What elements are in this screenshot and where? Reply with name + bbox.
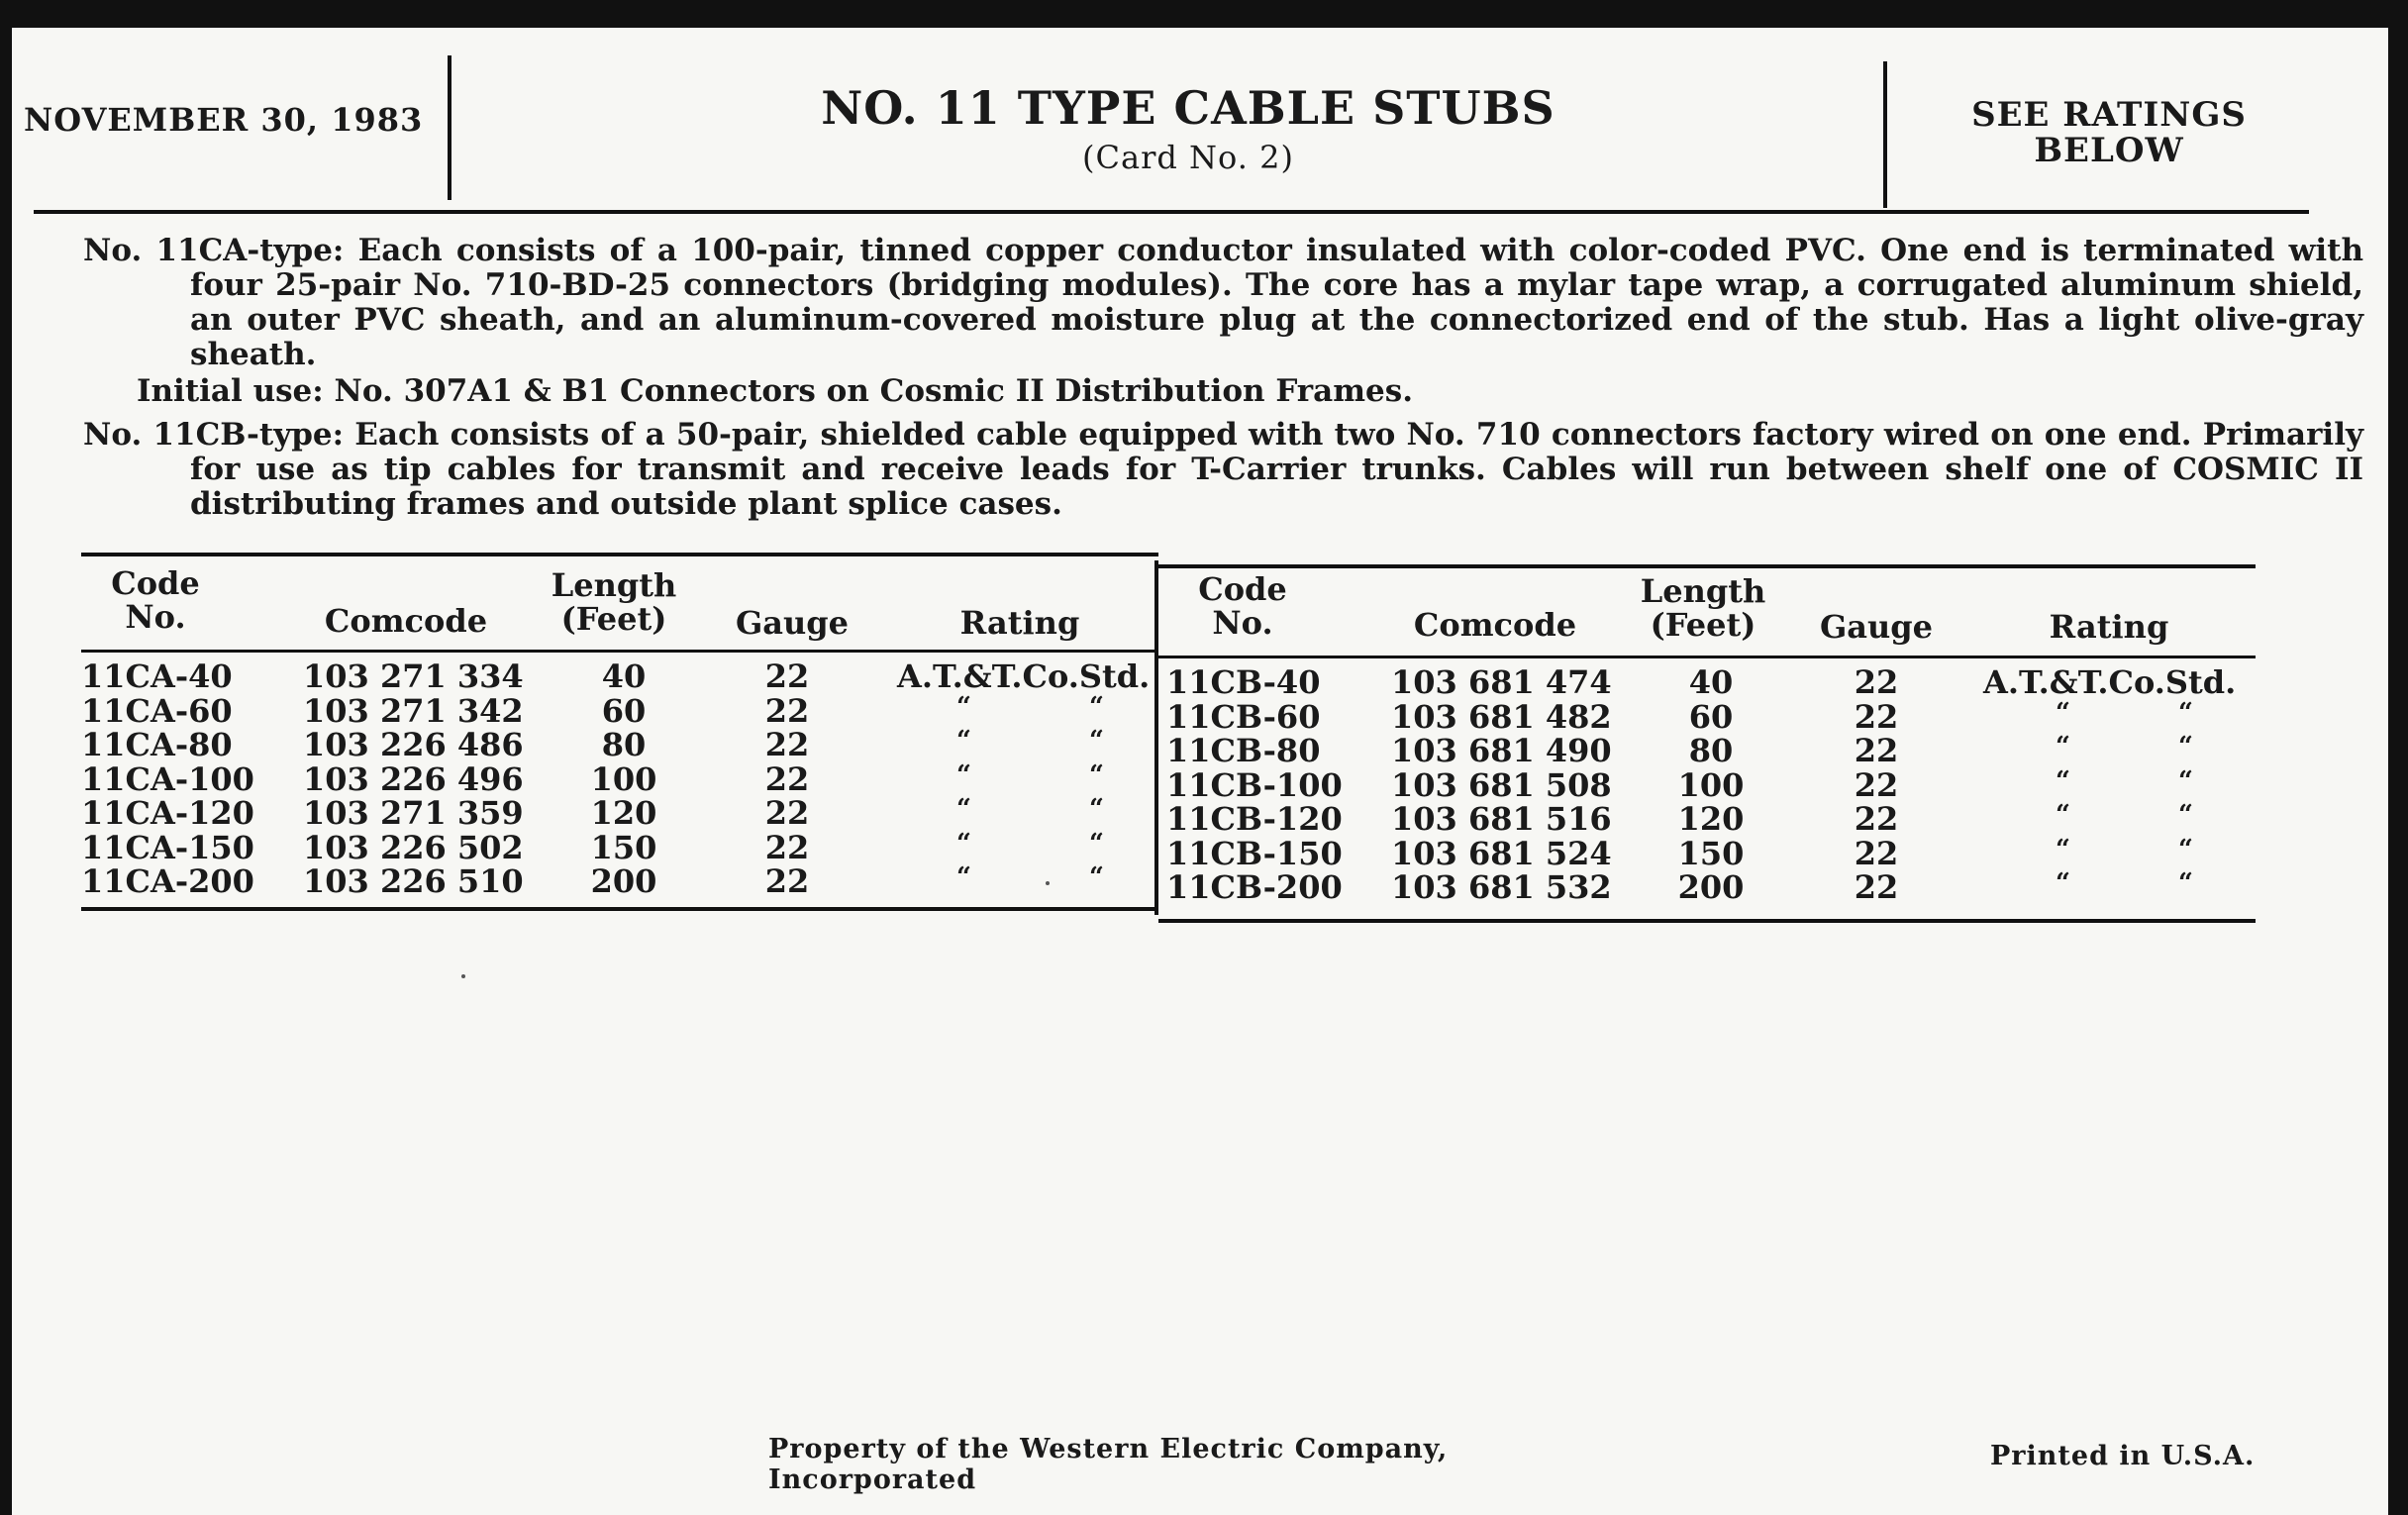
cell-gauge: 22: [1854, 868, 1899, 906]
cell-rating-ditto: “: [2056, 868, 2070, 898]
header-rule: [34, 210, 2309, 214]
cell-gauge: 22: [1854, 732, 1899, 769]
cell-code: 11CB-120: [1166, 800, 1343, 838]
cell-rating: A.T.&T.Co.Std.: [897, 657, 1151, 695]
cell-rating-ditto: “: [2056, 732, 2070, 761]
cell-code: 11CB-100: [1166, 765, 1343, 804]
header-comcode: Comcode: [324, 602, 488, 640]
ratings-note: [1901, 97, 2317, 168]
cell-rating-ditto: “: [956, 828, 971, 858]
cell-code: 11CA-60: [81, 691, 233, 730]
card-number: (Card No. 2): [1082, 139, 1294, 176]
cell-rating-ditto: “: [2056, 800, 2070, 830]
cell-rating-ditto: “: [2056, 834, 2070, 864]
cell-gauge: 22: [764, 794, 810, 832]
cell-rating-ditto: “: [956, 759, 971, 790]
cell-rating-ditto: “: [956, 862, 971, 892]
table-header-rule-left: [81, 650, 1158, 653]
cell-code: 11CA-40: [81, 657, 233, 695]
cell-rating-ditto: “: [2178, 834, 2193, 864]
cell-length: 60: [1688, 697, 1734, 736]
cell-comcode: 103 226 496: [303, 759, 524, 798]
header-divider-right: [1883, 61, 1887, 208]
table-top-rule-left: [81, 553, 1158, 556]
cell-gauge: 22: [1854, 663, 1899, 701]
header-code: Code No.: [1198, 570, 1287, 642]
cell-code: 11CA-80: [81, 726, 233, 763]
cell-length: 60: [601, 691, 647, 730]
cell-code: 11CB-200: [1166, 868, 1343, 906]
initial-use: Initial use: No. 307A1 & B1 Connectors on Cosmic II Distribution Frames.: [137, 373, 1413, 409]
cell-comcode: 103 681 490: [1391, 732, 1612, 769]
cell-rating-ditto: “: [1089, 759, 1104, 790]
cell-rating-ditto: “: [2178, 732, 2193, 761]
header-rating: Rating: [959, 604, 1080, 642]
cell-rating-ditto: “: [1089, 794, 1104, 824]
header-gauge: Gauge: [1819, 608, 1934, 646]
table-header-rule-right: [1158, 656, 2256, 658]
cell-rating-ditto: “: [2178, 697, 2193, 728]
cell-rating-ditto: “: [2178, 765, 2193, 796]
cell-rating-ditto: “: [1089, 862, 1104, 892]
cell-length: 40: [601, 657, 647, 695]
ratings-note-line2: BELOW: [2034, 131, 2184, 170]
table-top-rule-right: [1158, 564, 2256, 568]
cell-code: 11CA-120: [81, 794, 254, 832]
cell-code: 11CA-150: [81, 828, 254, 866]
scan-speck: [1046, 881, 1050, 885]
cell-comcode: 103 226 486: [303, 726, 524, 763]
cell-length: 150: [590, 828, 657, 866]
cell-length: 200: [590, 862, 657, 900]
cell-code: 11CB-150: [1166, 834, 1343, 872]
header-length: Length (Feet): [1640, 572, 1766, 644]
cell-rating-ditto: “: [1089, 726, 1104, 756]
header-divider-left: [448, 55, 452, 200]
cell-rating-ditto: “: [1089, 828, 1104, 858]
cell-comcode: 103 681 474: [1391, 663, 1612, 701]
cell-length: 120: [1677, 800, 1745, 838]
cell-length: 100: [1677, 765, 1745, 804]
cell-comcode: 103 681 524: [1391, 834, 1612, 872]
cell-rating-ditto: “: [956, 691, 971, 722]
description-11cb: No. 11CB-type: Each consists of a 50-pair, shielded cable equipped with two No. 710 connectors factory wired on one end. Primarily for use as tip cables for transmit and receive leads for T-Carrier trunks. Cables will run between shelf one of COSMIC II distributing frames and outside plant splice cases.: [83, 417, 2363, 522]
table-bottom-rule-right: [1158, 919, 2256, 923]
cell-gauge: 22: [764, 691, 810, 730]
cell-length: 40: [1688, 663, 1734, 701]
cell-comcode: 103 226 510: [303, 862, 524, 900]
page-title: NO. 11 TYPE CABLE STUBS: [821, 81, 1555, 135]
cell-gauge: 22: [1854, 800, 1899, 838]
cell-length: 120: [590, 794, 657, 832]
card-date: NOVEMBER 30, 1983: [24, 101, 424, 139]
cell-rating-ditto: “: [956, 726, 971, 756]
cell-gauge: 22: [1854, 765, 1899, 804]
cell-rating-ditto: “: [2178, 800, 2193, 830]
header-code: Code No.: [111, 564, 200, 636]
cell-gauge: 22: [764, 726, 810, 763]
scan-speck: [461, 974, 465, 978]
header-length: Length (Feet): [551, 566, 677, 638]
cell-comcode: 103 271 342: [303, 691, 524, 730]
header-comcode: Comcode: [1413, 606, 1577, 644]
cell-code: 11CB-80: [1166, 732, 1321, 769]
cell-code: 11CA-200: [81, 862, 254, 900]
cell-rating-ditto: “: [2178, 868, 2193, 898]
cell-comcode: 103 271 334: [303, 657, 524, 695]
cell-gauge: 22: [1854, 834, 1899, 872]
cell-rating-ditto: “: [2056, 697, 2070, 728]
cell-comcode: 103 271 359: [303, 794, 524, 832]
cell-rating-ditto: “: [1089, 691, 1104, 722]
cell-length: 100: [590, 759, 657, 798]
cell-code: 11CA-100: [81, 759, 254, 798]
cell-rating-ditto: “: [956, 794, 971, 824]
cell-gauge: 22: [764, 862, 810, 900]
cell-rating: A.T.&T.Co.Std.: [1983, 663, 2237, 701]
table-bottom-rule-left: [81, 907, 1158, 911]
header-rating: Rating: [2049, 608, 2169, 646]
cell-length: 80: [1688, 732, 1734, 769]
table-center-divider: [1154, 560, 1158, 915]
cell-length: 200: [1677, 868, 1745, 906]
cell-gauge: 22: [764, 759, 810, 798]
ratings-note-line1: SEE RATINGS: [1971, 95, 2247, 135]
cell-code: 11CB-60: [1166, 697, 1321, 736]
cell-code: 11CB-40: [1166, 663, 1321, 701]
footer-printed: Printed in U.S.A.: [1990, 1441, 2256, 1471]
footer-property: Property of the Western Electric Company, Incorporated: [768, 1434, 1449, 1495]
cell-gauge: 22: [1854, 697, 1899, 736]
cell-comcode: 103 681 532: [1391, 868, 1612, 906]
cell-gauge: 22: [764, 657, 810, 695]
cell-rating-ditto: “: [2056, 765, 2070, 796]
cell-comcode: 103 226 502: [303, 828, 524, 866]
cell-length: 80: [601, 726, 647, 763]
cell-length: 150: [1677, 834, 1745, 872]
header-gauge: Gauge: [735, 604, 850, 642]
scan-edge: [2388, 0, 2408, 1515]
cell-comcode: 103 681 516: [1391, 800, 1612, 838]
cell-comcode: 103 681 482: [1391, 697, 1612, 736]
description-11ca: No. 11CA-type: Each consists of a 100-pair, tinned copper conductor insulated with color-coded PVC. One end is terminated with four 25-pair No. 710-BD-25 connectors (bridging modules). The core has a mylar tape wrap, a corrugated aluminum shield, an outer PVC sheath, and an aluminum-covered moisture plug at the connectorized end of the stub. Has a light olive-gray sheath.: [83, 233, 2363, 372]
cell-gauge: 22: [764, 828, 810, 866]
cell-comcode: 103 681 508: [1391, 765, 1612, 804]
